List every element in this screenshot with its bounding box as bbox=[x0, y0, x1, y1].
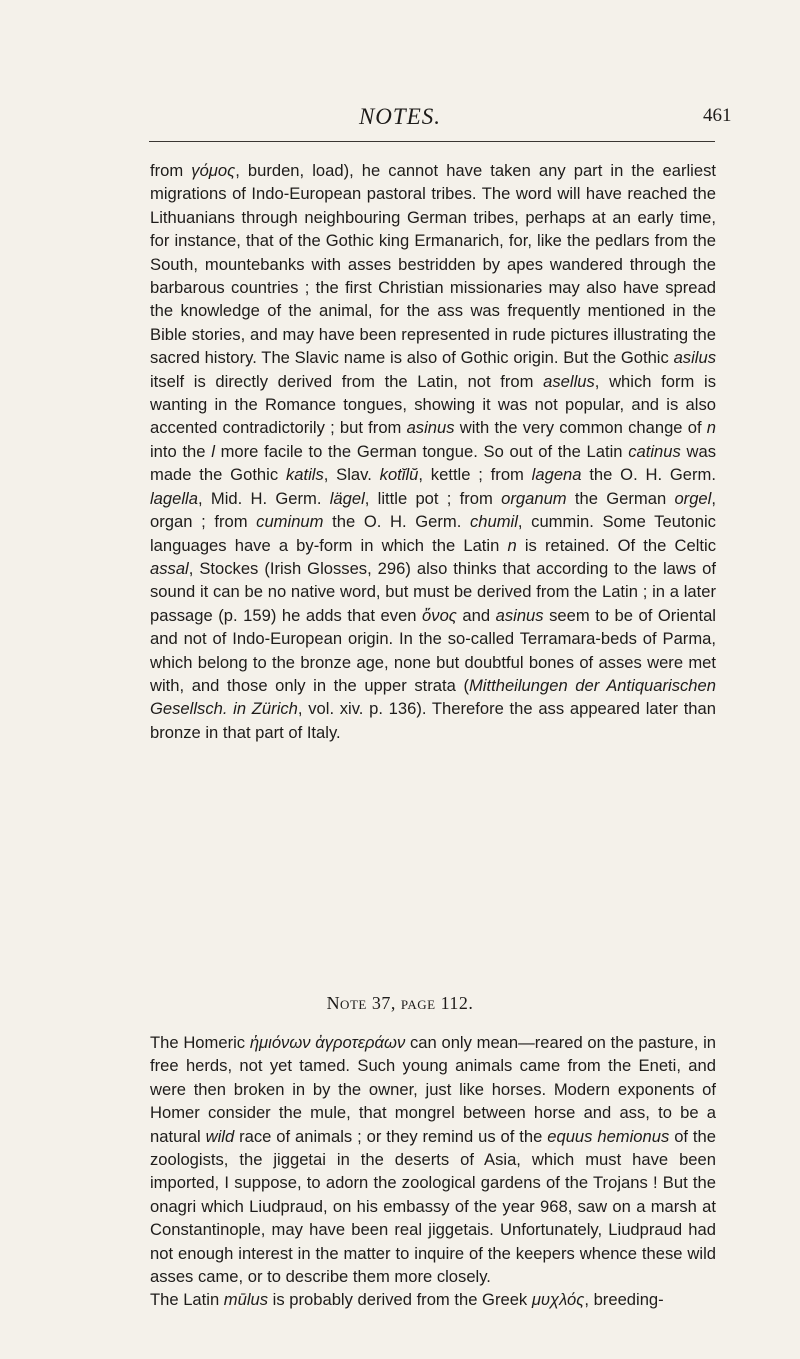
text-run: , Stockes (Irish Glosses, 296) also thinks that according to the laws of sound it can be no native word, but must be derived from the Latin ; in a later passage (p. 159) he adds that even bbox=[150, 558, 716, 625]
italic-run: ὄνος bbox=[422, 605, 457, 625]
text-run: The Homeric bbox=[150, 1033, 250, 1052]
text-run: is retained. Of the Celtic bbox=[516, 535, 716, 555]
text-run: can only mean—reared on the pasture, in free herds, not yet tamed. Such young animals came from the Eneti, and were then broken in by the owner, just like horses. Modern exponents of Homer consider the mule, that mongrel between horse and ass, to be a natural bbox=[150, 1033, 717, 1146]
italic-run: organum bbox=[501, 488, 567, 508]
text-run: is probably derived from the Greek bbox=[268, 1290, 532, 1310]
text-block-continuation bbox=[150, 159, 716, 744]
text-run: , Slav. bbox=[323, 465, 380, 485]
italic-run: asilus bbox=[673, 348, 716, 368]
text-run: , kettle ; from bbox=[418, 465, 532, 485]
italic-run: assal bbox=[150, 558, 189, 578]
italic-run: l bbox=[211, 441, 215, 461]
italic-run: lagella bbox=[150, 488, 198, 508]
text-run: the O. H. Germ. bbox=[323, 512, 470, 532]
text-block-note-37 bbox=[150, 1031, 716, 1312]
paragraph bbox=[150, 1288, 716, 1311]
italic-run: mūlus bbox=[223, 1290, 269, 1310]
text-run: with the very common change of bbox=[454, 418, 707, 438]
note-heading bbox=[0, 993, 800, 1014]
italic-run: ἡμιόνων ἀγροτεράων bbox=[249, 1033, 406, 1052]
text-run: more facile to the German tongue. So out of the Latin bbox=[214, 441, 629, 461]
italic-run: lägel bbox=[329, 488, 365, 508]
text-run: of the zoologists, the jiggetai in the deserts of Asia, which must have been imported, I suppose, to adorn the zoological gardens of the Trojans ! But the onagri which Liudpraud, on his embassy of the year 968, saw on a marsh at Constantinople, may have been real jiggetais. Unfortunately, Liudpraud had not enough interest in the matter to inquire of the keepers whence these wild asses came, or to describe them more closely. bbox=[150, 1126, 716, 1287]
text-run: The Latin bbox=[150, 1290, 224, 1310]
text-run: , burden, load), he cannot have taken any part in the earliest migrations of Indo-European pastoral tribes. The word will have reached the Lithuanians through neighbouring German tribes, perhaps at an early time, for instance, that of the Gothic king Ermanarich, for, like the pedlars from the South, mountebanks with asses bestridden by apes wandered through the barbarous countries ; the first Christian missionaries may also have spread the knowledge of the animal, for the ass was frequently mentioned in the Bible stories, and may have been represented in rude pictures illustrating the sacred history. The Slavic name is also of Gothic origin. But the Gothic bbox=[150, 161, 716, 368]
italic-run: asellus bbox=[543, 371, 595, 391]
italic-run: cuminum bbox=[256, 512, 324, 532]
italic-run: equus hemionus bbox=[547, 1126, 670, 1146]
text-run: , cummin. Some Teutonic languages have a by-form in which the Latin bbox=[150, 512, 716, 555]
italic-run: Mittheilungen der Antiquarischen Gesellsch. in Zürich bbox=[150, 675, 716, 719]
text-run: , organ ; from bbox=[150, 488, 716, 532]
italic-run: orgel bbox=[674, 488, 712, 508]
text-run: , Mid. H. Germ. bbox=[197, 488, 330, 508]
page-number: 461 bbox=[703, 105, 732, 126]
paragraph bbox=[150, 1031, 716, 1288]
italic-run: asinus bbox=[495, 605, 544, 625]
note-page-ref: page 112. bbox=[400, 993, 474, 1013]
text-run: , vol. xiv. p. 136). Therefore the ass appeared later than bronze in that part of Italy. bbox=[150, 699, 716, 742]
italic-run: chumil bbox=[469, 512, 518, 532]
running-title: NOTES. bbox=[358, 104, 442, 129]
text-run: the German bbox=[566, 488, 675, 508]
text-run: , breeding- bbox=[584, 1290, 664, 1310]
italic-run: catinus bbox=[628, 441, 681, 461]
text-run: and bbox=[456, 605, 496, 625]
italic-run: kotĭlŭ bbox=[379, 465, 419, 485]
text-run: , little pot ; from bbox=[364, 488, 502, 508]
text-run: itself is directly derived from the Latin, not from bbox=[150, 371, 544, 391]
text-run: from bbox=[150, 161, 192, 180]
text-run: seem to be of Oriental and not of Indo-European origin. In the so-called Terramara-beds of Parma, which belong to the bronze age, none but doubtful bones of asses were met with, and those only in the upper strata ( bbox=[150, 605, 716, 695]
italic-run: katils bbox=[285, 465, 324, 485]
text-run: the O. H. Germ. bbox=[581, 465, 716, 485]
text-run: , which form is wanting in the Romance tongues, showing it was not popular, and is also accented contradictorily ; but from bbox=[150, 371, 716, 438]
italic-run: lagena bbox=[531, 465, 582, 485]
text-run: race of animals ; or they remind us of the bbox=[234, 1126, 548, 1146]
italic-run: asinus bbox=[406, 418, 455, 438]
italic-run: wild bbox=[205, 1126, 235, 1146]
note-label: Note 37, bbox=[326, 993, 396, 1013]
italic-run: μυχλός bbox=[531, 1290, 585, 1310]
italic-run: γόμος bbox=[191, 161, 236, 180]
text-run: was made the Gothic bbox=[150, 441, 716, 485]
paragraph bbox=[150, 159, 716, 744]
italic-run: n bbox=[706, 418, 716, 438]
text-run: into the bbox=[150, 441, 212, 461]
italic-run: n bbox=[507, 535, 517, 555]
header-rule bbox=[149, 141, 715, 142]
